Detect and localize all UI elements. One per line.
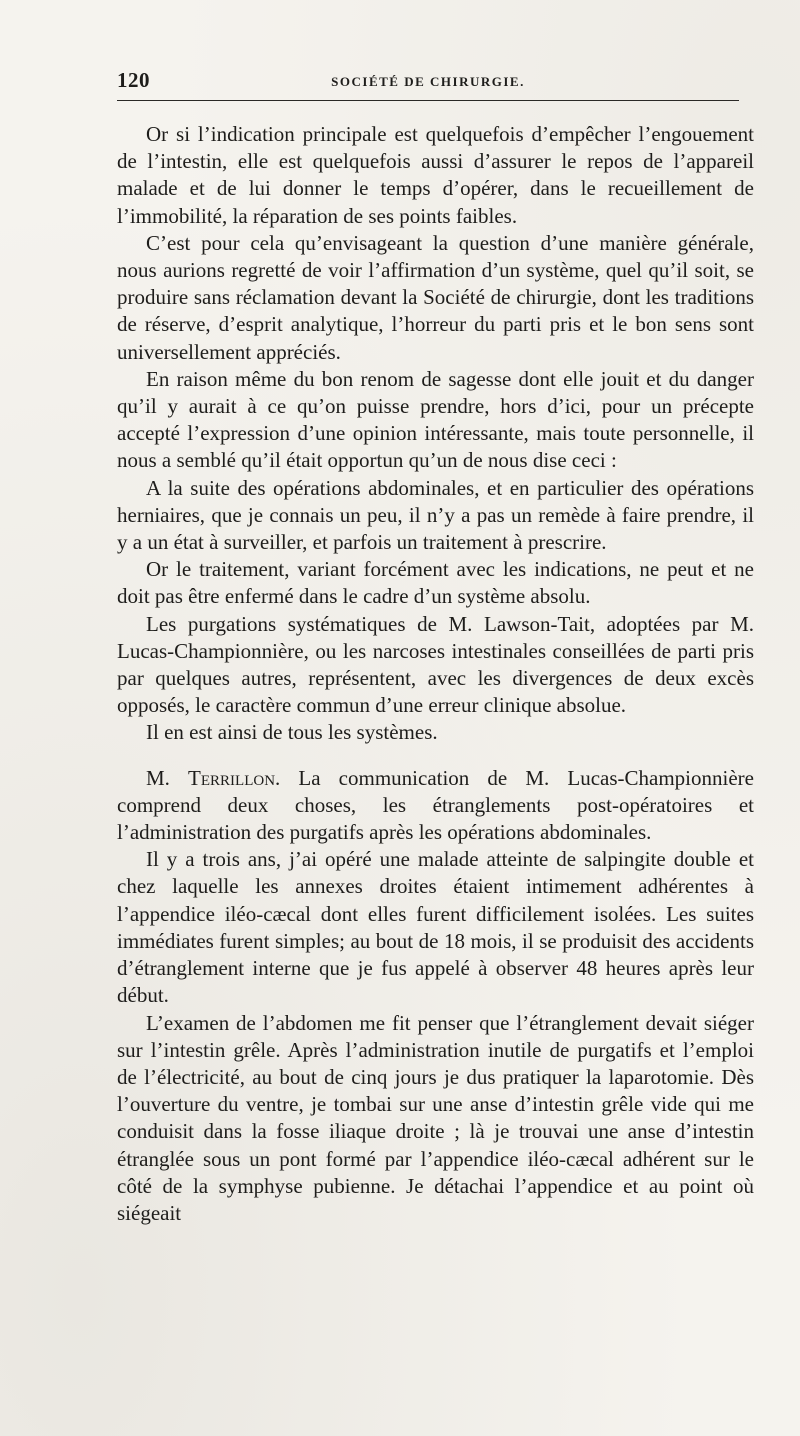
paragraph-1: Or si l’indication principale est quelquefois d’empêcher l’engouement de l’intestin, elle est quelquefois aussi d’assurer le repos de l’appareil malade et de lui donner le temps d’opérer, dans le recueillement de l’immobilité, la réparation de ses points faibles. — [117, 122, 754, 228]
paragraph-7: Il en est ainsi de tous les systèmes. — [146, 720, 438, 745]
speaker-name: Terrillon — [188, 765, 276, 790]
paragraph-3: En raison même du bon renom de sagesse dont elle jouit et du danger qu’il y aurait à ce qu’on puisse prendre, hors d’ici, pour un précepte accepté l’expression d’une opinion intéressante, mais toute personnelle, il nous a semblé qu’il était opportun qu’un de nous dise ceci : — [117, 366, 754, 473]
page-header — [117, 68, 739, 98]
page-number: 120 — [117, 68, 150, 92]
header-rule — [117, 100, 739, 101]
speaker-paragraph — [117, 765, 754, 847]
paragraph-4: A la suite des opérations abdominales, et en particulier des opérations herniaires, que je connais un peu, il n’y a pas un remède à faire prendre, il y a un état à surveiller, et parfois un traitement à prescrire. — [117, 475, 754, 555]
body-text — [117, 121, 754, 1227]
speaker-text: . La communication de M. Lucas-Championnière comprend deux choses, les étranglements post-opératoires et l’administration des purgatifs après les opérations abdominales. — [117, 765, 754, 845]
paragraph-5: Or le traitement, variant forcément avec les indications, ne peut et ne doit pas être enfermé dans le cadre d’un système absolu. — [117, 557, 754, 609]
running-head: SOCIÉTÉ DE CHIRURGIE. — [331, 74, 525, 89]
paragraph-10: L’examen de l’abdomen me fit penser que l’étranglement devait siéger sur l’intestin grêle. Après l’administration inutile de purgatifs et l’emploi de l’électricité, au bout de cinq jours je dus pratiquer la laparotomie. Dès l’ouverture du ventre, je tombai sur une anse d’intestin grêle vide qui me conduisit dans la fosse iliaque droite ; là je trouvai une anse d’intestin étranglée sous un pont formé par l’appendice iléo-cæcal adhérent sur le côté de la symphyse pubienne. Je détachai l’appendice et au point où siégeait — [117, 1010, 754, 1225]
section-gap — [117, 747, 754, 765]
paragraph-6: Les purgations systématiques de M. Lawson-Tait, adoptées par M. Lucas-Championnière, ou les narcoses intestinales conseillées de parti pris par quelques autres, représentent, avec les divergences de deux excès opposés, le caractère commun d’une erreur clinique absolue. — [117, 611, 754, 718]
paragraph-9: Il y a trois ans, j’ai opéré une malade atteinte de salpingite double et chez laquelle les annexes droites étaient intimement adhérentes à l’appendice iléo-cæcal dont elles furent difficilement isolées. Les suites immédiates furent simples; au bout de 18 mois, il se produisit des accidents d’étranglement interne que je fus appelé à observer 48 heures après leur début. — [117, 847, 754, 1008]
speaker-prefix: M. — [146, 765, 189, 790]
paragraph-2: C’est pour cela qu’envisageant la question d’une manière générale, nous aurions regretté de voir l’affirmation d’un système, quel qu’il soit, se produire sans réclamation devant la Société de chirurgie, dont les traditions de réserve, d’esprit analytique, l’horreur du parti pris et le bon sens sont universellement appréciés. — [117, 230, 754, 364]
